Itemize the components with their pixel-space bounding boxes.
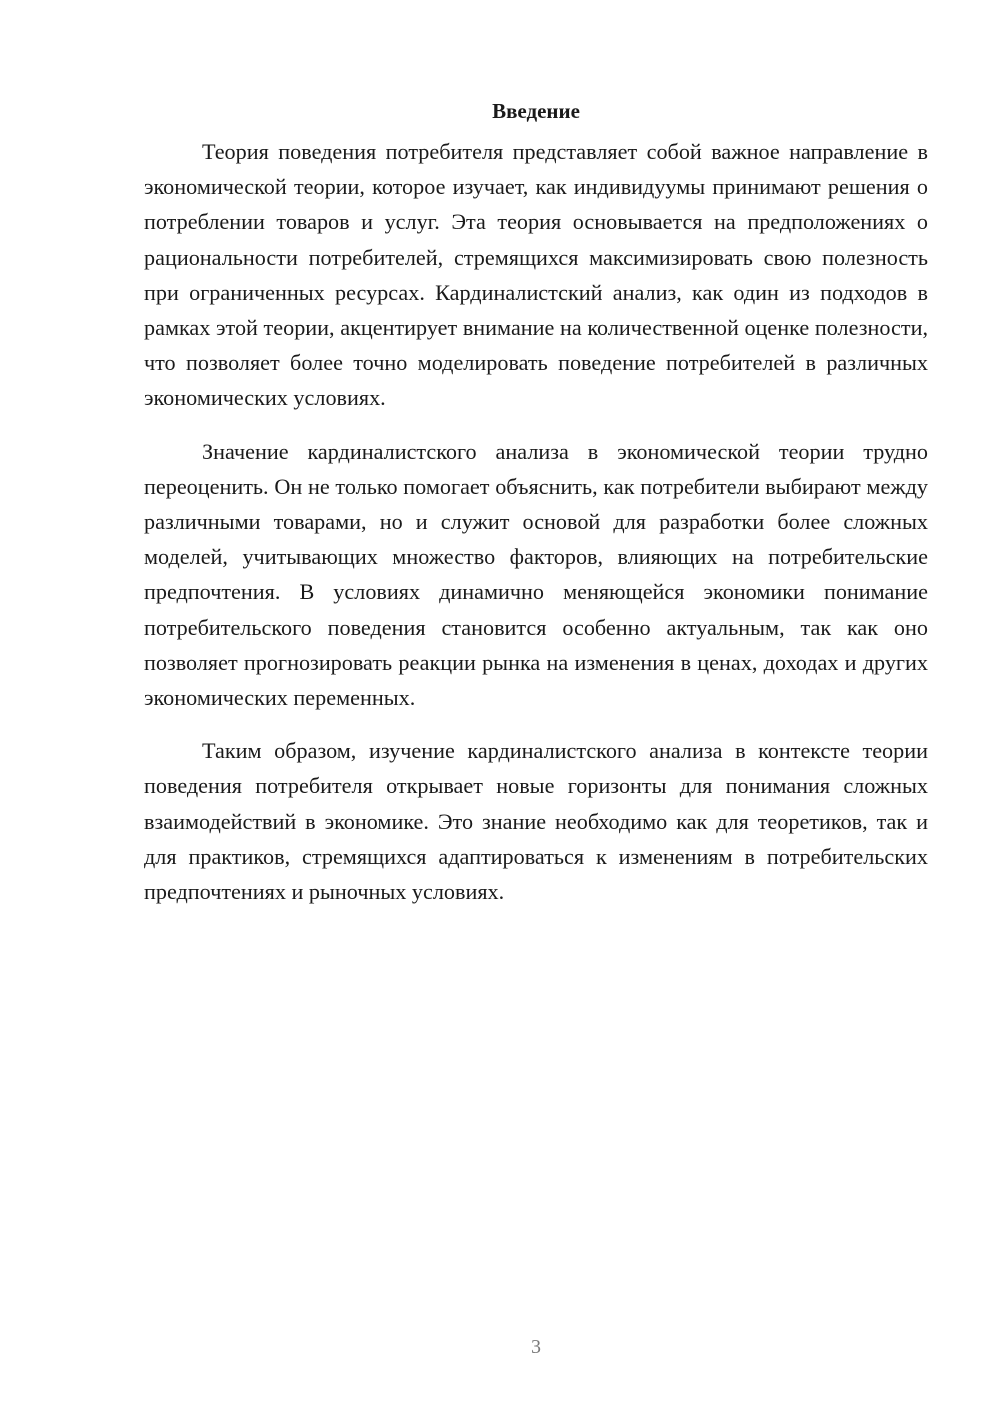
paragraph-1: Теория поведения потребителя представляет собой важное направление в экономической теории, которое изучает, как индивидуумы принимают решения о потреблении товаров и услуг. Эта теория основывается на предположениях о рациональности потребителей, стремящихся максимизировать свою полезность при ограниченных ресурсах. Кардиналистский анализ, как один из подходов в рамках этой теории, акцентирует внимание на количественной оценке полезности, что позволяет более точно моделировать поведение потребителей в различных экономических условиях.	[144, 139, 928, 411]
paragraph-2: Значение кардиналистского анализа в экономической теории трудно переоценить. Он не только помогает объяснить, как потребители выбирают между различными товарами, но и служит основой для разработки более сложных моделей, учитывающих множество факторов, влияющих на потребительские предпочтения. В условиях динамично меняющейся экономики понимание потребительского поведения становится особенно актуальным, так как оно позволяет прогнозировать реакции рынка на изменения в ценах, доходах и других экономических переменных.	[144, 438, 928, 711]
paragraph-3: Таким образом, изучение кардиналистского анализа в контексте теории поведения потребителя открывает новые горизонты для понимания сложных взаимодействий в экономике. Это знание необходимо как для теоретиков, так и для практиков, стремящихся адаптироваться к изменениям в потребительских предпочтениях и рыночных условиях.	[144, 738, 928, 905]
section-heading: Введение	[492, 99, 580, 123]
page-content	[144, 94, 928, 927]
page-number: 3	[531, 1336, 541, 1358]
